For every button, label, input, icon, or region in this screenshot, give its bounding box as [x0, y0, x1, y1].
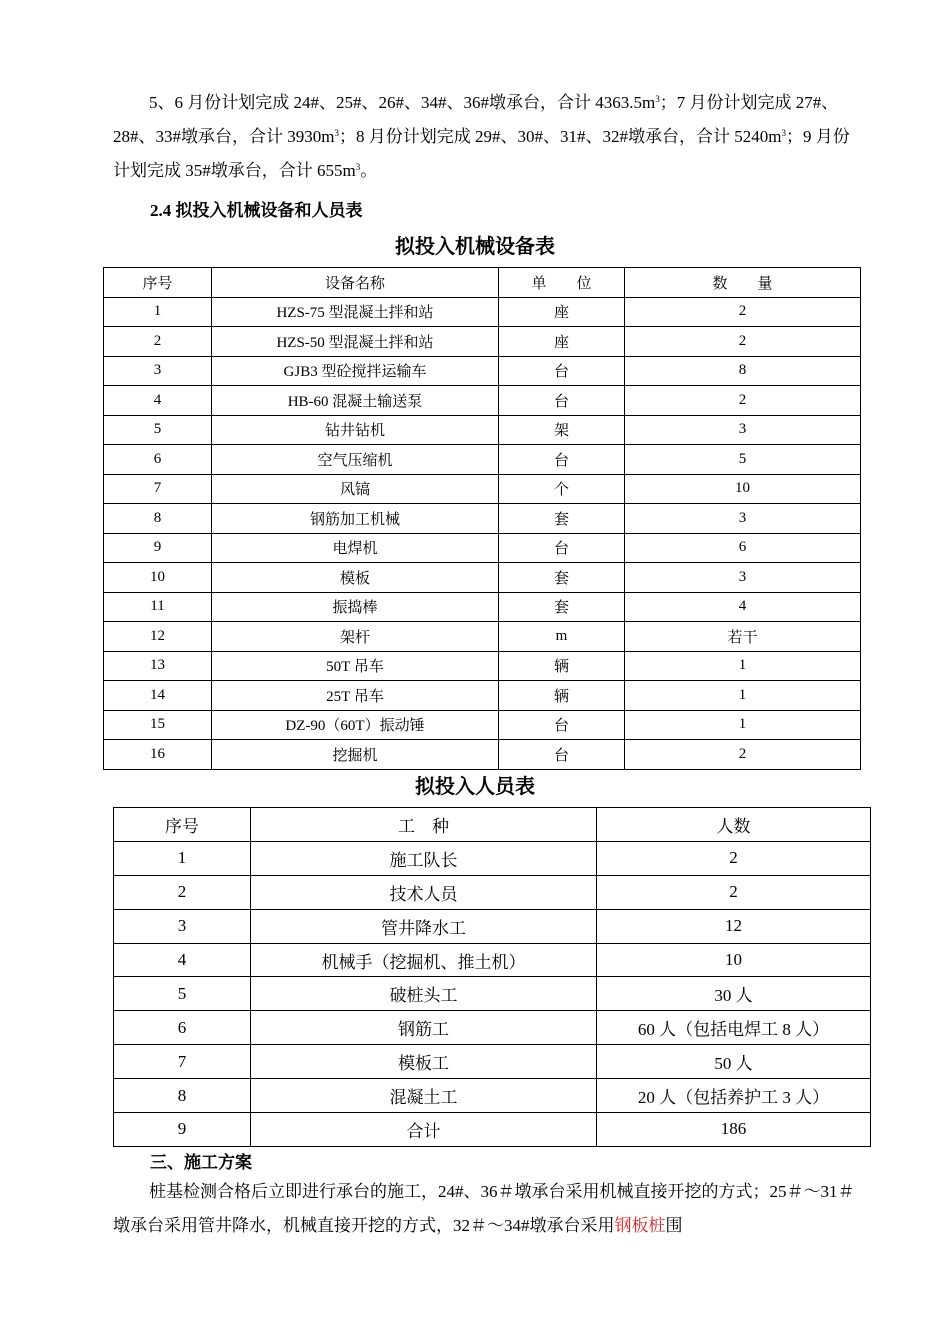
- equipment-table: [103, 267, 861, 770]
- table-cell: 套: [499, 504, 625, 534]
- table-row: [104, 327, 861, 357]
- table-row: [114, 1011, 871, 1045]
- table-cell: 1: [104, 297, 212, 327]
- table-cell: 8: [625, 356, 861, 386]
- table-cell: 8: [114, 1079, 251, 1113]
- table-cell: 钢筋工: [251, 1011, 597, 1045]
- header-cell: 序号: [114, 808, 251, 842]
- table-row: [114, 1079, 871, 1113]
- table-cell: 186: [597, 1113, 871, 1147]
- table-row: [114, 909, 871, 943]
- table-cell: 台: [499, 386, 625, 416]
- table-row: [104, 622, 861, 652]
- table-cell: 2: [625, 740, 861, 770]
- table-cell: 空气压缩机: [212, 445, 499, 475]
- table-cell: 7: [104, 474, 212, 504]
- table-cell: GJB3 型砼搅拌运输车: [212, 356, 499, 386]
- table-row: [114, 1045, 871, 1079]
- table-cell: 16: [104, 740, 212, 770]
- table-row: [104, 592, 861, 622]
- plan-text-tail: 围: [665, 1216, 683, 1235]
- table-cell: 5: [625, 445, 861, 475]
- table-cell: 25T 吊车: [212, 681, 499, 711]
- table-cell: 3: [104, 356, 212, 386]
- table-cell: 11: [104, 592, 212, 622]
- section-heading-2-4: 2.4 拟投入机械设备和人员表: [150, 201, 363, 220]
- table-cell: 混凝土工: [251, 1079, 597, 1113]
- table-row: [104, 740, 861, 770]
- table-cell: 10: [104, 563, 212, 593]
- construction-plan-paragraph: [113, 1175, 863, 1243]
- table-cell: 2: [625, 297, 861, 327]
- cubic-superscript: 3: [781, 128, 786, 138]
- table-header-row: [114, 808, 871, 842]
- table-cell: 2: [114, 875, 251, 909]
- table-cell: 辆: [499, 681, 625, 711]
- plan-text: 桩基检测合格后立即进行承台的施工，24#、36＃墩承台采用机械直接开挖的方式；25＃～31＃墩承台采用管井降水，机械直接开挖的方式，32＃～34#墩承台采用: [113, 1182, 855, 1235]
- table-cell: 施工队长: [251, 841, 597, 875]
- table-row: [114, 977, 871, 1011]
- table-cell: 3: [625, 415, 861, 445]
- table-cell: 4: [625, 592, 861, 622]
- schedule-text-3: ；8 月份计划完成 29#、30#、31#、32#墩承台，合计 5240m: [338, 127, 782, 146]
- cubic-superscript: 3: [334, 128, 339, 138]
- staff-table-title: 拟投入人员表: [415, 776, 535, 798]
- table-cell: 9: [104, 533, 212, 563]
- cubic-superscript: 3: [355, 162, 361, 172]
- table-row: [104, 681, 861, 711]
- table-cell: 2: [625, 327, 861, 357]
- table-cell: 架杆: [212, 622, 499, 652]
- table-cell: HB-60 混凝土输送泵: [212, 386, 499, 416]
- table-cell: 15: [104, 710, 212, 740]
- header-cell: 数 量: [625, 268, 861, 298]
- table-cell: m: [499, 622, 625, 652]
- table-cell: 1: [625, 710, 861, 740]
- header-cell: 工 种: [251, 808, 597, 842]
- table-row: [114, 1113, 871, 1147]
- table-cell: 管井降水工: [251, 909, 597, 943]
- highlight-text: 钢板桩: [614, 1216, 666, 1235]
- table-cell: 6: [104, 445, 212, 475]
- table-row: [104, 651, 861, 681]
- table-row: [104, 533, 861, 563]
- schedule-text-5: 。: [360, 161, 378, 180]
- table-cell: 7: [114, 1045, 251, 1079]
- table-cell: 合计: [251, 1113, 597, 1147]
- table-cell: 8: [104, 504, 212, 534]
- table-cell: 2: [597, 841, 871, 875]
- table-cell: 台: [499, 445, 625, 475]
- header-cell: 序号: [104, 268, 212, 298]
- table-cell: 机械手（挖掘机、推土机）: [251, 943, 597, 977]
- table-cell: 架: [499, 415, 625, 445]
- cubic-superscript: 3: [655, 94, 660, 104]
- table-cell: 若干: [625, 622, 861, 652]
- table-cell: 60 人（包括电焊工 8 人）: [597, 1011, 871, 1045]
- table-cell: 6: [114, 1011, 251, 1045]
- table-cell: 4: [114, 943, 251, 977]
- section-heading-3: 三、施工方案: [150, 1153, 252, 1172]
- table-row: [104, 504, 861, 534]
- table-cell: 50T 吊车: [212, 651, 499, 681]
- table-cell: 3: [625, 563, 861, 593]
- header-cell: 单 位: [499, 268, 625, 298]
- staff-table: [113, 807, 871, 1147]
- table-cell: 模板: [212, 563, 499, 593]
- table-cell: 模板工: [251, 1045, 597, 1079]
- table-cell: 3: [114, 909, 251, 943]
- table-cell: 技术人员: [251, 875, 597, 909]
- table-cell: 振捣棒: [212, 592, 499, 622]
- table-cell: 钻井钻机: [212, 415, 499, 445]
- table-cell: HZS-50 型混凝土拌和站: [212, 327, 499, 357]
- table-cell: 10: [597, 943, 871, 977]
- header-cell: 人数: [597, 808, 871, 842]
- table-cell: 台: [499, 356, 625, 386]
- table-row: [114, 875, 871, 909]
- schedule-text-2: ；7 月份计划完成 27#、28#、33#墩承台，合计 3930m: [113, 93, 839, 146]
- table-row: [104, 356, 861, 386]
- table-cell: 2: [104, 327, 212, 357]
- table-cell: 2: [597, 875, 871, 909]
- table-cell: 风镐: [212, 474, 499, 504]
- schedule-text-4: ；9 月份计划完成 35#墩承台，合计 655m: [113, 127, 850, 180]
- table-cell: 台: [499, 533, 625, 563]
- table-cell: 套: [499, 563, 625, 593]
- table-cell: 座: [499, 327, 625, 357]
- table-header-row: [104, 268, 861, 298]
- table-cell: 台: [499, 740, 625, 770]
- table-cell: 3: [625, 504, 861, 534]
- schedule-paragraph: [113, 86, 863, 188]
- table-cell: 20 人（包括养护工 3 人）: [597, 1079, 871, 1113]
- table-cell: 挖掘机: [212, 740, 499, 770]
- table-row: [104, 297, 861, 327]
- table-row: [104, 474, 861, 504]
- table-row: [104, 415, 861, 445]
- table-cell: 13: [104, 651, 212, 681]
- table-row: [104, 445, 861, 475]
- table-cell: 个: [499, 474, 625, 504]
- table-cell: 电焊机: [212, 533, 499, 563]
- table-cell: 钢筋加工机械: [212, 504, 499, 534]
- table-cell: 破桩头工: [251, 977, 597, 1011]
- table-cell: 2: [625, 386, 861, 416]
- schedule-text-1: 5、6 月份计划完成 24#、25#、26#、34#、36#墩承台，合计 4363.5m: [149, 93, 656, 112]
- table-cell: 12: [104, 622, 212, 652]
- table-cell: 12: [597, 909, 871, 943]
- table-cell: 6: [625, 533, 861, 563]
- table-cell: 1: [625, 681, 861, 711]
- equipment-table-title: 拟投入机械设备表: [395, 236, 555, 258]
- table-cell: HZS-75 型混凝土拌和站: [212, 297, 499, 327]
- table-row: [104, 710, 861, 740]
- table-cell: 辆: [499, 651, 625, 681]
- header-cell: 设备名称: [212, 268, 499, 298]
- table-cell: 50 人: [597, 1045, 871, 1079]
- table-row: [114, 943, 871, 977]
- table-cell: 座: [499, 297, 625, 327]
- table-cell: DZ-90（60T）振动锤: [212, 710, 499, 740]
- table-row: [104, 563, 861, 593]
- table-cell: 1: [625, 651, 861, 681]
- table-cell: 9: [114, 1113, 251, 1147]
- table-row: [114, 841, 871, 875]
- table-cell: 14: [104, 681, 212, 711]
- table-cell: 1: [114, 841, 251, 875]
- table-cell: 套: [499, 592, 625, 622]
- table-cell: 台: [499, 710, 625, 740]
- table-cell: 5: [114, 977, 251, 1011]
- table-cell: 10: [625, 474, 861, 504]
- table-cell: 5: [104, 415, 212, 445]
- table-row: [104, 386, 861, 416]
- table-cell: 30 人: [597, 977, 871, 1011]
- table-cell: 4: [104, 386, 212, 416]
